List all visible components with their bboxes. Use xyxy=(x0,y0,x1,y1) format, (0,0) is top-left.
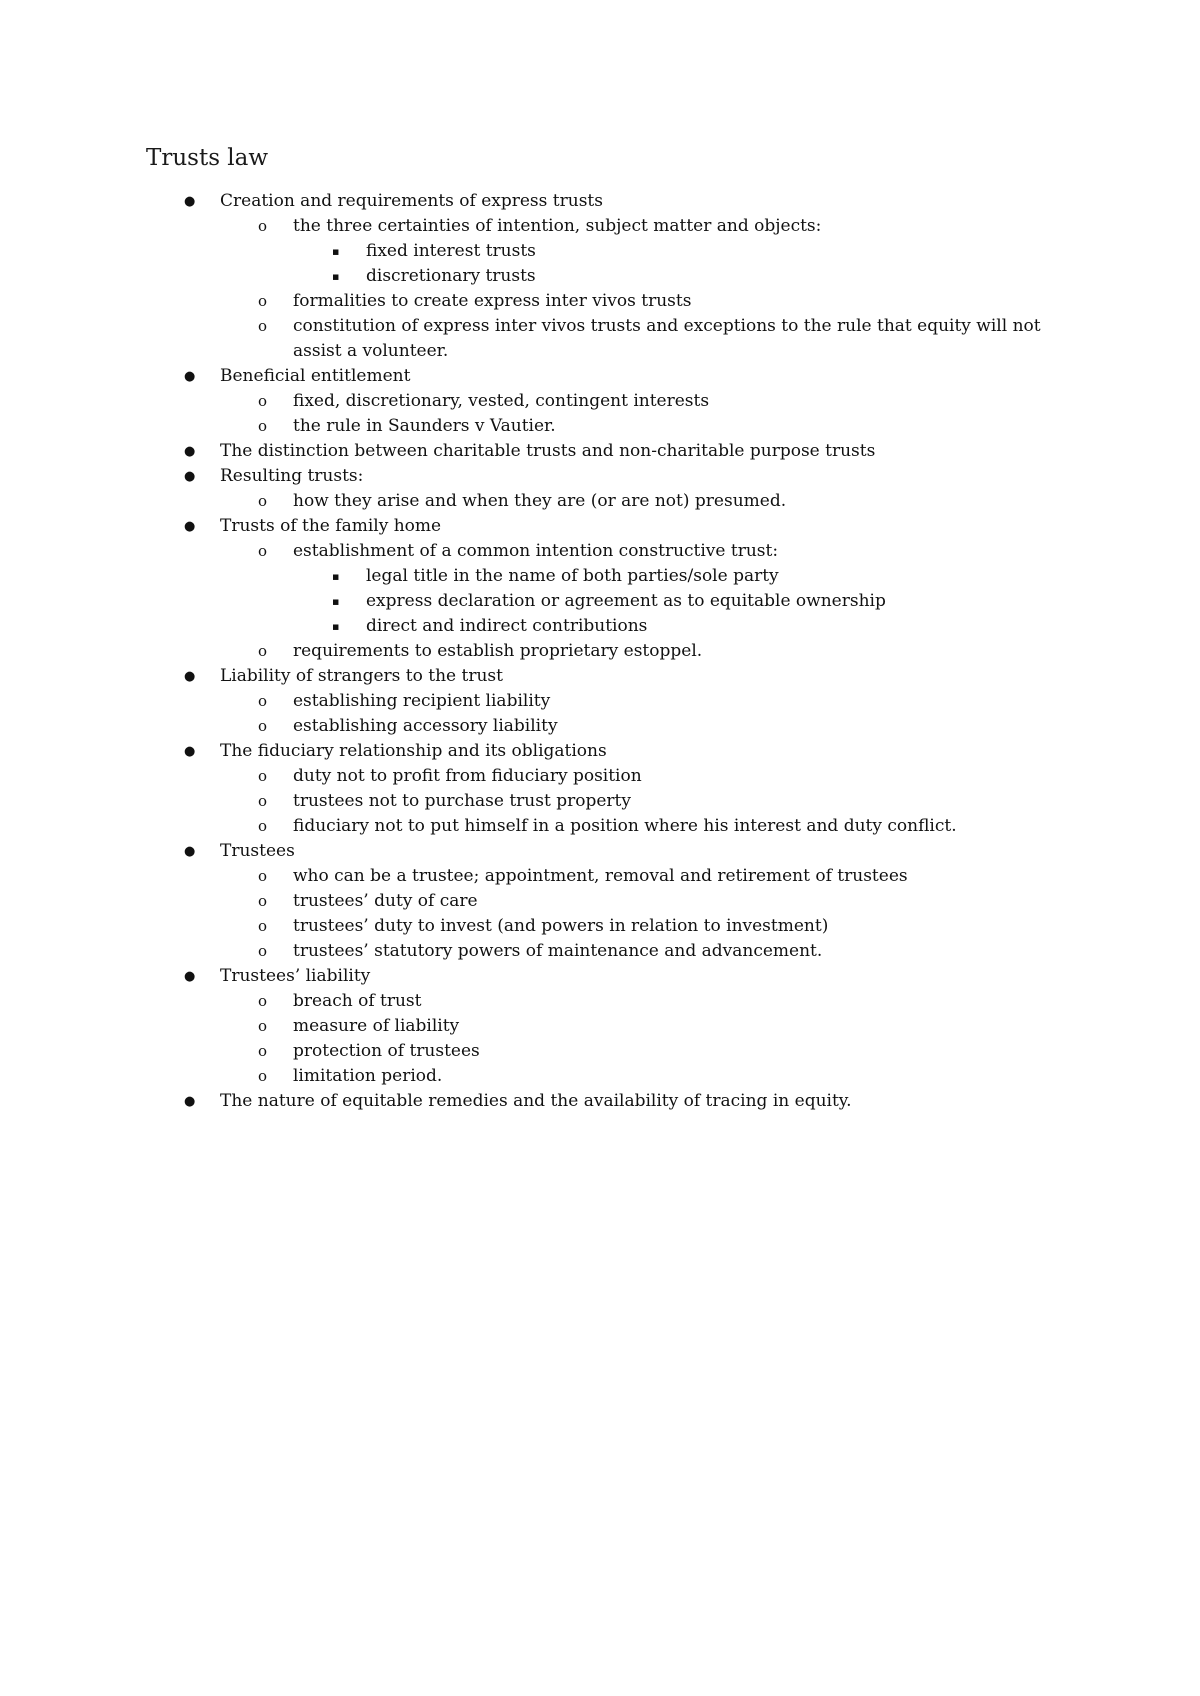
outline-item-level-3 xyxy=(0,239,1200,264)
bullet-icon: ● xyxy=(184,519,196,534)
bullet-icon: ● xyxy=(184,969,196,984)
outline-item-level-2 xyxy=(0,1064,1200,1089)
bullet-icon: ● xyxy=(184,844,196,859)
outline-item-text: establishing recipient liability xyxy=(293,691,551,711)
outline-item-text: establishment of a common intention constructive trust: xyxy=(293,541,779,561)
square-bullet-icon: ▪ xyxy=(332,570,340,583)
outline-item-text: formalities to create express inter vivos trusts xyxy=(293,291,692,311)
circle-bullet-icon: o xyxy=(258,717,268,735)
square-bullet-icon: ▪ xyxy=(332,620,340,633)
outline-item-text: trustees not to purchase trust property xyxy=(293,791,631,811)
outline-item-level-2 xyxy=(0,889,1200,914)
outline-item-text: fixed, discretionary, vested, contingent interests xyxy=(293,391,710,411)
outline-item-text: trustees’ duty of care xyxy=(293,891,478,911)
outline-item-text: Creation and requirements of express trusts xyxy=(220,191,603,211)
outline-item-text: The nature of equitable remedies and the availability of tracing in equity. xyxy=(220,1091,852,1111)
outline-item-text: protection of trustees xyxy=(293,1041,480,1061)
outline-item-level-2 xyxy=(0,289,1200,314)
bullet-icon: ● xyxy=(184,744,196,759)
outline-item-text: who can be a trustee; appointment, removal and retirement of trustees xyxy=(293,866,908,886)
outline-item-level-3 xyxy=(0,614,1200,639)
circle-bullet-icon: o xyxy=(258,1017,268,1035)
outline-item-text: Liability of strangers to the trust xyxy=(220,666,503,686)
outline-item-text: Trusts of the family home xyxy=(220,516,442,536)
outline-item-level-2 xyxy=(0,914,1200,939)
circle-bullet-icon: o xyxy=(258,992,268,1010)
circle-bullet-icon: o xyxy=(258,892,268,910)
outline-item-level-2 xyxy=(0,689,1200,714)
outline-item-level-2 xyxy=(0,989,1200,1014)
outline-item-text: the rule in Saunders v Vautier. xyxy=(293,416,556,436)
outline-item-text: constitution of express inter vivos trusts and exceptions to the rule that equity will not assist a volunteer. xyxy=(293,316,1041,361)
outline-item-level-1 xyxy=(0,364,1200,389)
outline-item-level-2 xyxy=(0,214,1200,239)
outline-item-text: The distinction between charitable trusts and non-charitable purpose trusts xyxy=(220,441,876,461)
outline-item-text: trustees’ statutory powers of maintenance and advancement. xyxy=(293,941,823,961)
outline-item-text: fiduciary not to put himself in a position where his interest and duty conflict. xyxy=(293,816,957,836)
circle-bullet-icon: o xyxy=(258,392,268,410)
circle-bullet-icon: o xyxy=(258,417,268,435)
outline-item-text: limitation period. xyxy=(293,1066,443,1086)
circle-bullet-icon: o xyxy=(258,317,268,335)
outline-item-text: how they arise and when they are (or are not) presumed. xyxy=(293,491,787,511)
circle-bullet-icon: o xyxy=(258,767,268,785)
outline-item-level-2 xyxy=(0,939,1200,964)
outline-item-level-1 xyxy=(0,1089,1200,1114)
outline-item-level-2 xyxy=(0,1014,1200,1039)
outline-item-level-1 xyxy=(0,189,1200,214)
outline-item-text: discretionary trusts xyxy=(366,266,536,286)
outline-item-level-2 xyxy=(0,314,1200,364)
circle-bullet-icon: o xyxy=(258,692,268,710)
outline-item-level-1 xyxy=(0,439,1200,464)
bullet-icon: ● xyxy=(184,469,196,484)
outline-item-text: Trustees’ liability xyxy=(220,966,371,986)
outline-item-text: the three certainties of intention, subject matter and objects: xyxy=(293,216,822,236)
outline-item-level-3 xyxy=(0,264,1200,289)
outline-item-level-3 xyxy=(0,564,1200,589)
circle-bullet-icon: o xyxy=(258,292,268,310)
bullet-icon: ● xyxy=(184,669,196,684)
outline-item-level-2 xyxy=(0,764,1200,789)
outline-item-text: express declaration or agreement as to equitable ownership xyxy=(366,591,886,611)
outline-item-text: establishing accessory liability xyxy=(293,716,558,736)
outline-item-text: measure of liability xyxy=(293,1016,460,1036)
circle-bullet-icon: o xyxy=(258,642,268,660)
outline-item-text: direct and indirect contributions xyxy=(366,616,648,636)
square-bullet-icon: ▪ xyxy=(332,245,340,258)
square-bullet-icon: ▪ xyxy=(332,270,340,283)
bullet-icon: ● xyxy=(184,1094,196,1109)
outline-item-level-2 xyxy=(0,539,1200,564)
circle-bullet-icon: o xyxy=(258,492,268,510)
outline-item-level-2 xyxy=(0,714,1200,739)
square-bullet-icon: ▪ xyxy=(332,595,340,608)
outline-item-level-1 xyxy=(0,514,1200,539)
outline-item-level-1 xyxy=(0,739,1200,764)
circle-bullet-icon: o xyxy=(258,542,268,560)
outline-item-text: Beneficial entitlement xyxy=(220,366,411,386)
outline-item-text: breach of trust xyxy=(293,991,422,1011)
circle-bullet-icon: o xyxy=(258,817,268,835)
outline-item-text: The fiduciary relationship and its obligations xyxy=(220,741,607,761)
outline-item-text: fixed interest trusts xyxy=(366,241,536,261)
outline-item-level-2 xyxy=(0,639,1200,664)
outline-item-text: Resulting trusts: xyxy=(220,466,364,486)
outline-item-level-2 xyxy=(0,489,1200,514)
outline-item-level-1 xyxy=(0,839,1200,864)
bullet-icon: ● xyxy=(184,369,196,384)
outline-item-level-1 xyxy=(0,964,1200,989)
circle-bullet-icon: o xyxy=(258,917,268,935)
outline-item-level-2 xyxy=(0,864,1200,889)
outline-item-text: requirements to establish proprietary estoppel. xyxy=(293,641,703,661)
circle-bullet-icon: o xyxy=(258,867,268,885)
outline-item-level-2 xyxy=(0,814,1200,839)
circle-bullet-icon: o xyxy=(258,792,268,810)
outline-item-text: Trustees xyxy=(220,841,295,861)
topic-outline xyxy=(0,189,1200,1114)
outline-item-level-1 xyxy=(0,664,1200,689)
outline-item-level-2 xyxy=(0,789,1200,814)
outline-item-level-2 xyxy=(0,414,1200,439)
circle-bullet-icon: o xyxy=(258,1067,268,1085)
circle-bullet-icon: o xyxy=(258,1042,268,1060)
circle-bullet-icon: o xyxy=(258,217,268,235)
outline-item-text: legal title in the name of both parties/sole party xyxy=(366,566,779,586)
document-title: Trusts law xyxy=(146,145,269,171)
outline-item-text: duty not to profit from fiduciary position xyxy=(293,766,642,786)
outline-item-level-1 xyxy=(0,464,1200,489)
outline-item-text: trustees’ duty to invest (and powers in relation to investment) xyxy=(293,916,829,936)
outline-item-level-2 xyxy=(0,1039,1200,1064)
circle-bullet-icon: o xyxy=(258,942,268,960)
bullet-icon: ● xyxy=(184,194,196,209)
outline-item-level-3 xyxy=(0,589,1200,614)
bullet-icon: ● xyxy=(184,444,196,459)
outline-item-level-2 xyxy=(0,389,1200,414)
